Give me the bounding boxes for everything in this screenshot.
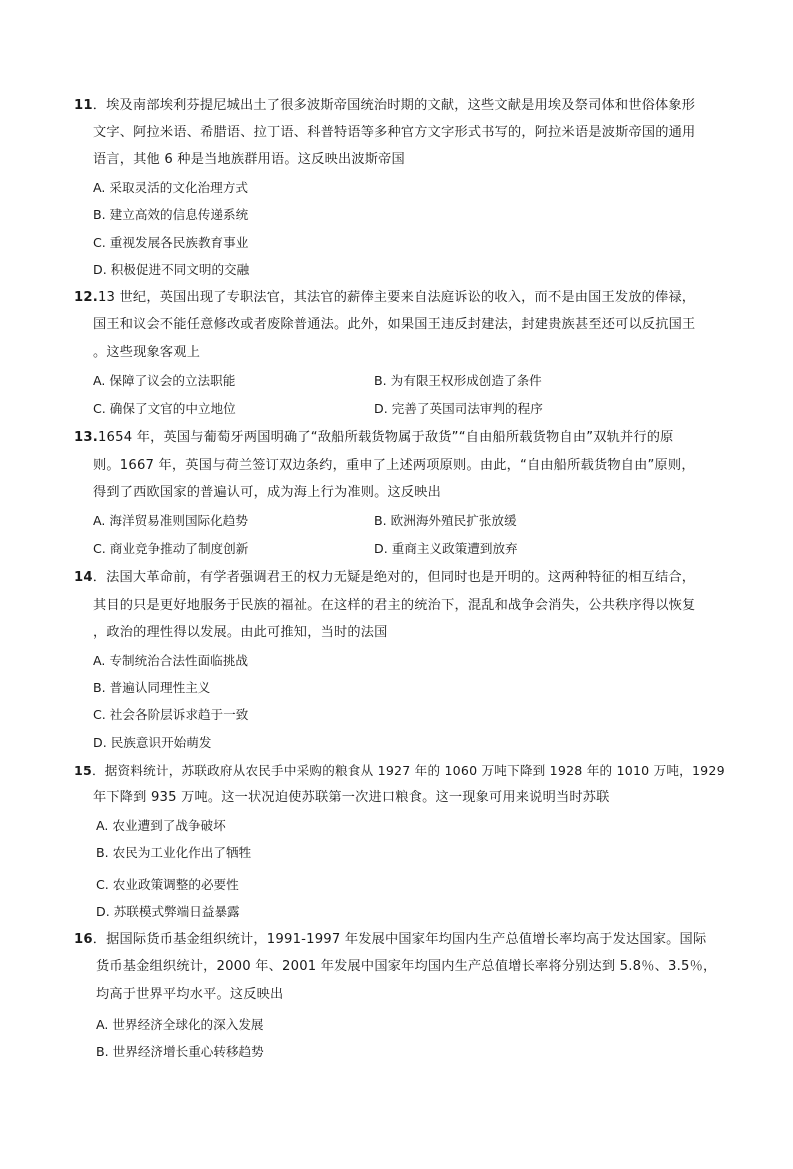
stem-text: ．法国大革命前，有学者强调君王的权力无疑是绝对的，但同时也是开明的。这两种特征的相互结合， xyxy=(92,570,696,585)
question-14-line-3: ，政治的理性得以发展。由此可推知，当时的法国 xyxy=(93,625,388,640)
stem-text: ．据国际货币基金组织统计，1991-1997 年发展中国家年均国内生产总值增长率均高于发达国家。国际 xyxy=(92,932,707,947)
question-number: 11 xyxy=(74,98,93,113)
option-d: D. 民族意识开始萌发 xyxy=(93,735,212,750)
question-15-line-1 xyxy=(74,762,725,780)
option-b: B. 建立高效的信息传递系统 xyxy=(93,207,249,222)
stem-text: 13 世纪，英国出现了专职法官，其法官的薪俸主要来自法庭诉讼的收入，而不是由国王发放的俸禄， xyxy=(97,290,696,305)
question-11-line-3: 语言，其他 6 种是当地族群用语。这反映出波斯帝国 xyxy=(93,152,405,167)
option-a: A. 海洋贸易准则国际化趋势 xyxy=(93,513,248,528)
option-c: C. 商业竞争推动了制度创新 xyxy=(93,541,249,556)
question-13-line-3: 得到了西欧国家的普遍认可，成为海上行为准则。这反映出 xyxy=(93,485,442,500)
stem-text: ．埃及南部埃利芬提尼城出土了很多波斯帝国统治时期的文献，这些文献是用埃及祭司体和世俗体象形 xyxy=(92,98,696,113)
question-12-line-1 xyxy=(74,289,695,307)
question-number: 14 xyxy=(74,570,93,585)
question-16-line-3: 均高于世界平均水平。这反映出 xyxy=(96,987,284,1002)
option-b: B. 农民为工业化作出了牺牲 xyxy=(96,845,252,860)
option-b: B. 世界经济增长重心转移趋势 xyxy=(96,1044,264,1059)
option-b: B. 欧洲海外殖民扩张放缓 xyxy=(374,513,517,528)
option-b: B. 为有限王权形成创造了条件 xyxy=(374,373,542,388)
option-a: A. 采取灵活的文化治理方式 xyxy=(93,180,248,195)
option-b: B. 普遍认同理性主义 xyxy=(93,680,211,695)
option-a: A. 农业遭到了战争破坏 xyxy=(96,818,226,833)
option-c: C. 社会各阶层诉求趋于一致 xyxy=(93,707,249,722)
option-c: C. 确保了文官的中立地位 xyxy=(93,401,236,416)
question-11-line-1 xyxy=(74,97,695,115)
option-c: C. 农业政策调整的必要性 xyxy=(96,877,239,892)
option-d: D. 苏联模式弊端日益暴露 xyxy=(96,904,240,919)
stem-text: 1654 年，英国与葡萄牙两国明确了“敌船所载货物属于敌货”“自由船所载货物自由”双轨并行的原 xyxy=(97,430,674,445)
question-15-line-2: 年下降到 935 万吨。这一状况迫使苏联第一次进口粮食。这一现象可用来说明当时苏联 xyxy=(93,790,610,805)
option-d: D. 重商主义政策遭到放弃 xyxy=(374,541,518,556)
question-12-line-3: 。这些现象客观上 xyxy=(93,345,201,360)
stem-text: ．据资料统计，苏联政府从农民手中采购的粮食从 1927 年的 1060 万吨下降到 1928 年的 1010 万吨，1929 xyxy=(91,763,725,778)
option-a: A. 世界经济全球化的深入发展 xyxy=(96,1017,264,1032)
question-14-line-1 xyxy=(74,569,695,587)
option-d: D. 完善了英国司法审判的程序 xyxy=(374,401,543,416)
question-16-line-2: 货币基金组织统计，2000 年、2001 年发展中国家年均国内生产总值增长率将分别达到 5.8％、3.5％， xyxy=(96,959,717,974)
option-d: D. 积极促进不同文明的交融 xyxy=(93,262,250,277)
question-number: 15 xyxy=(74,763,92,778)
option-c: C. 重视发展各民族教育事业 xyxy=(93,235,249,250)
question-number: 12. xyxy=(74,290,98,305)
question-11-line-2: 文字、阿拉米语、希腊语、拉丁语、科普特语等多种官方文字形式书写的，阿拉米语是波斯帝国的通用 xyxy=(93,125,696,140)
question-16-line-1 xyxy=(74,931,706,949)
question-number: 13. xyxy=(74,430,98,445)
question-13-line-2: 则。1667 年，英国与荷兰签订双边条约，重申了上述两项原则。由此，“自由船所载货物自由”原则， xyxy=(93,458,695,473)
question-number: 16 xyxy=(74,932,93,947)
question-12-line-2: 国王和议会不能任意修改或者废除普通法。此外，如果国王违反封建法，封建贵族甚至还可以反抗国王 xyxy=(93,317,696,332)
option-a: A. 保障了议会的立法职能 xyxy=(93,373,236,388)
question-13-line-1 xyxy=(74,429,674,447)
question-14-line-2: 其目的只是更好地服务于民族的福祉。在这样的君主的统治下，混乱和战争会消失，公共秩序得以恢复 xyxy=(93,598,696,613)
option-a: A. 专制统治合法性面临挑战 xyxy=(93,653,248,668)
